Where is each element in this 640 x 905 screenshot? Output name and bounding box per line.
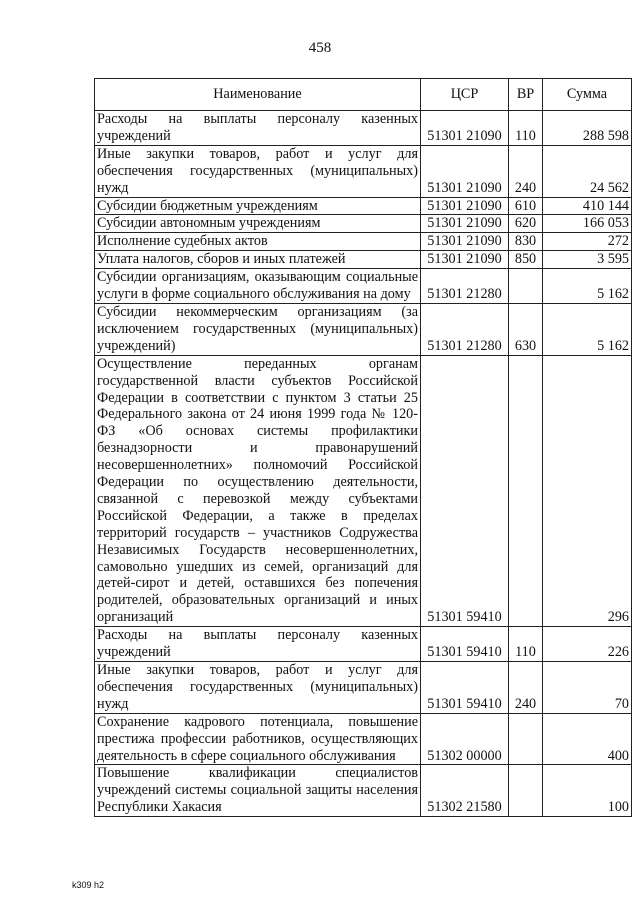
- table-row: [95, 111, 632, 146]
- row-sum: 226: [543, 627, 632, 662]
- header-vr: ВР: [509, 79, 543, 111]
- row-sum: 296: [543, 355, 632, 627]
- row-name: Сохранение кадрового потенциала, повышение престижа профессии работников, осуществляющих деятельность в сфере социального обслуживания: [95, 713, 421, 765]
- footer-code: k309 h2: [72, 880, 105, 890]
- table-row: [95, 662, 632, 714]
- row-name: Субсидии автономным учреждениям: [95, 215, 421, 233]
- row-vr: 110: [509, 627, 543, 662]
- table-row: [95, 627, 632, 662]
- row-csr: 51301 21090: [421, 233, 509, 251]
- row-csr: 51301 21090: [421, 215, 509, 233]
- row-vr: [509, 713, 543, 765]
- row-vr: 240: [509, 662, 543, 714]
- row-name: Субсидии некоммерческим организациям (за исключением государственных (муниципальных) учреждений): [95, 303, 421, 355]
- row-sum: 400: [543, 713, 632, 765]
- table-row: [95, 269, 632, 304]
- row-name: Субсидии организациям, оказывающим социальные услуги в форме социального обслуживания на дому: [95, 269, 421, 304]
- table-row: [95, 145, 632, 197]
- row-csr: 51301 21280: [421, 269, 509, 304]
- row-name: Исполнение судебных актов: [95, 233, 421, 251]
- table-row: [95, 251, 632, 269]
- row-name: Иные закупки товаров, работ и услуг для обеспечения государственных (муниципальных) нужд: [95, 662, 421, 714]
- row-sum: 166 053: [543, 215, 632, 233]
- table-row: [95, 355, 632, 627]
- row-csr: 51301 21090: [421, 111, 509, 146]
- row-sum: 70: [543, 662, 632, 714]
- row-csr: 51302 21580: [421, 765, 509, 817]
- row-sum: 5 162: [543, 269, 632, 304]
- row-csr: 51301 59410: [421, 662, 509, 714]
- table-row: [95, 765, 632, 817]
- page-number: 458: [308, 40, 332, 56]
- row-name: Иные закупки товаров, работ и услуг для обеспечения государственных (муниципальных) нужд: [95, 145, 421, 197]
- row-vr: 620: [509, 215, 543, 233]
- row-name: Расходы на выплаты персоналу казенных учреждений: [95, 111, 421, 146]
- row-vr: 630: [509, 303, 543, 355]
- row-csr: 51301 21090: [421, 197, 509, 215]
- table-header-row: [95, 79, 632, 111]
- row-csr: 51301 59410: [421, 355, 509, 627]
- table-row: [95, 215, 632, 233]
- header-csr: ЦСР: [421, 79, 509, 111]
- row-vr: 240: [509, 145, 543, 197]
- table-row: [95, 303, 632, 355]
- row-sum: 410 144: [543, 197, 632, 215]
- row-vr: [509, 355, 543, 627]
- row-name: Осуществление переданных органам государственной власти субъектов Российской Федерации в соответствии с пунктом 3 статьи 25 Федерального закона от 24 июня 1999 года № 120-ФЗ «Об основах системы профилактики безнадзорности и правонарушений несовершеннолетних» полномочий Российской Федерации по осуществлению деятельности, связанной с перевозкой между субъектами Российской Федерации, а также в пределах территорий государств – участников Содружества Независимых Государств несовершеннолетних, самовольно ушедших из семей, организаций для детей-сирот и детей, оставшихся без попечения родителей, образовательных организаций и иных организаций: [95, 355, 421, 627]
- table-row: [95, 713, 632, 765]
- header-sum: Сумма: [543, 79, 632, 111]
- table-row: [95, 197, 632, 215]
- row-sum: 100: [543, 765, 632, 817]
- row-vr: 610: [509, 197, 543, 215]
- row-sum: 24 562: [543, 145, 632, 197]
- row-vr: [509, 765, 543, 817]
- row-csr: 51302 00000: [421, 713, 509, 765]
- row-name: Расходы на выплаты персоналу казенных учреждений: [95, 627, 421, 662]
- row-vr: 850: [509, 251, 543, 269]
- row-sum: 272: [543, 233, 632, 251]
- row-csr: 51301 21280: [421, 303, 509, 355]
- row-name: Уплата налогов, сборов и иных платежей: [95, 251, 421, 269]
- row-vr: 830: [509, 233, 543, 251]
- budget-table: [94, 78, 632, 817]
- row-csr: 51301 21090: [421, 251, 509, 269]
- row-name: Субсидии бюджетным учреждениям: [95, 197, 421, 215]
- row-csr: 51301 59410: [421, 627, 509, 662]
- row-vr: [509, 269, 543, 304]
- row-sum: 3 595: [543, 251, 632, 269]
- row-vr: 110: [509, 111, 543, 146]
- header-name: Наименование: [95, 79, 421, 111]
- table-row: [95, 233, 632, 251]
- row-name: Повышение квалификации специалистов учреждений системы социальной защиты населения Республики Хакасия: [95, 765, 421, 817]
- row-csr: 51301 21090: [421, 145, 509, 197]
- row-sum: 5 162: [543, 303, 632, 355]
- row-sum: 288 598: [543, 111, 632, 146]
